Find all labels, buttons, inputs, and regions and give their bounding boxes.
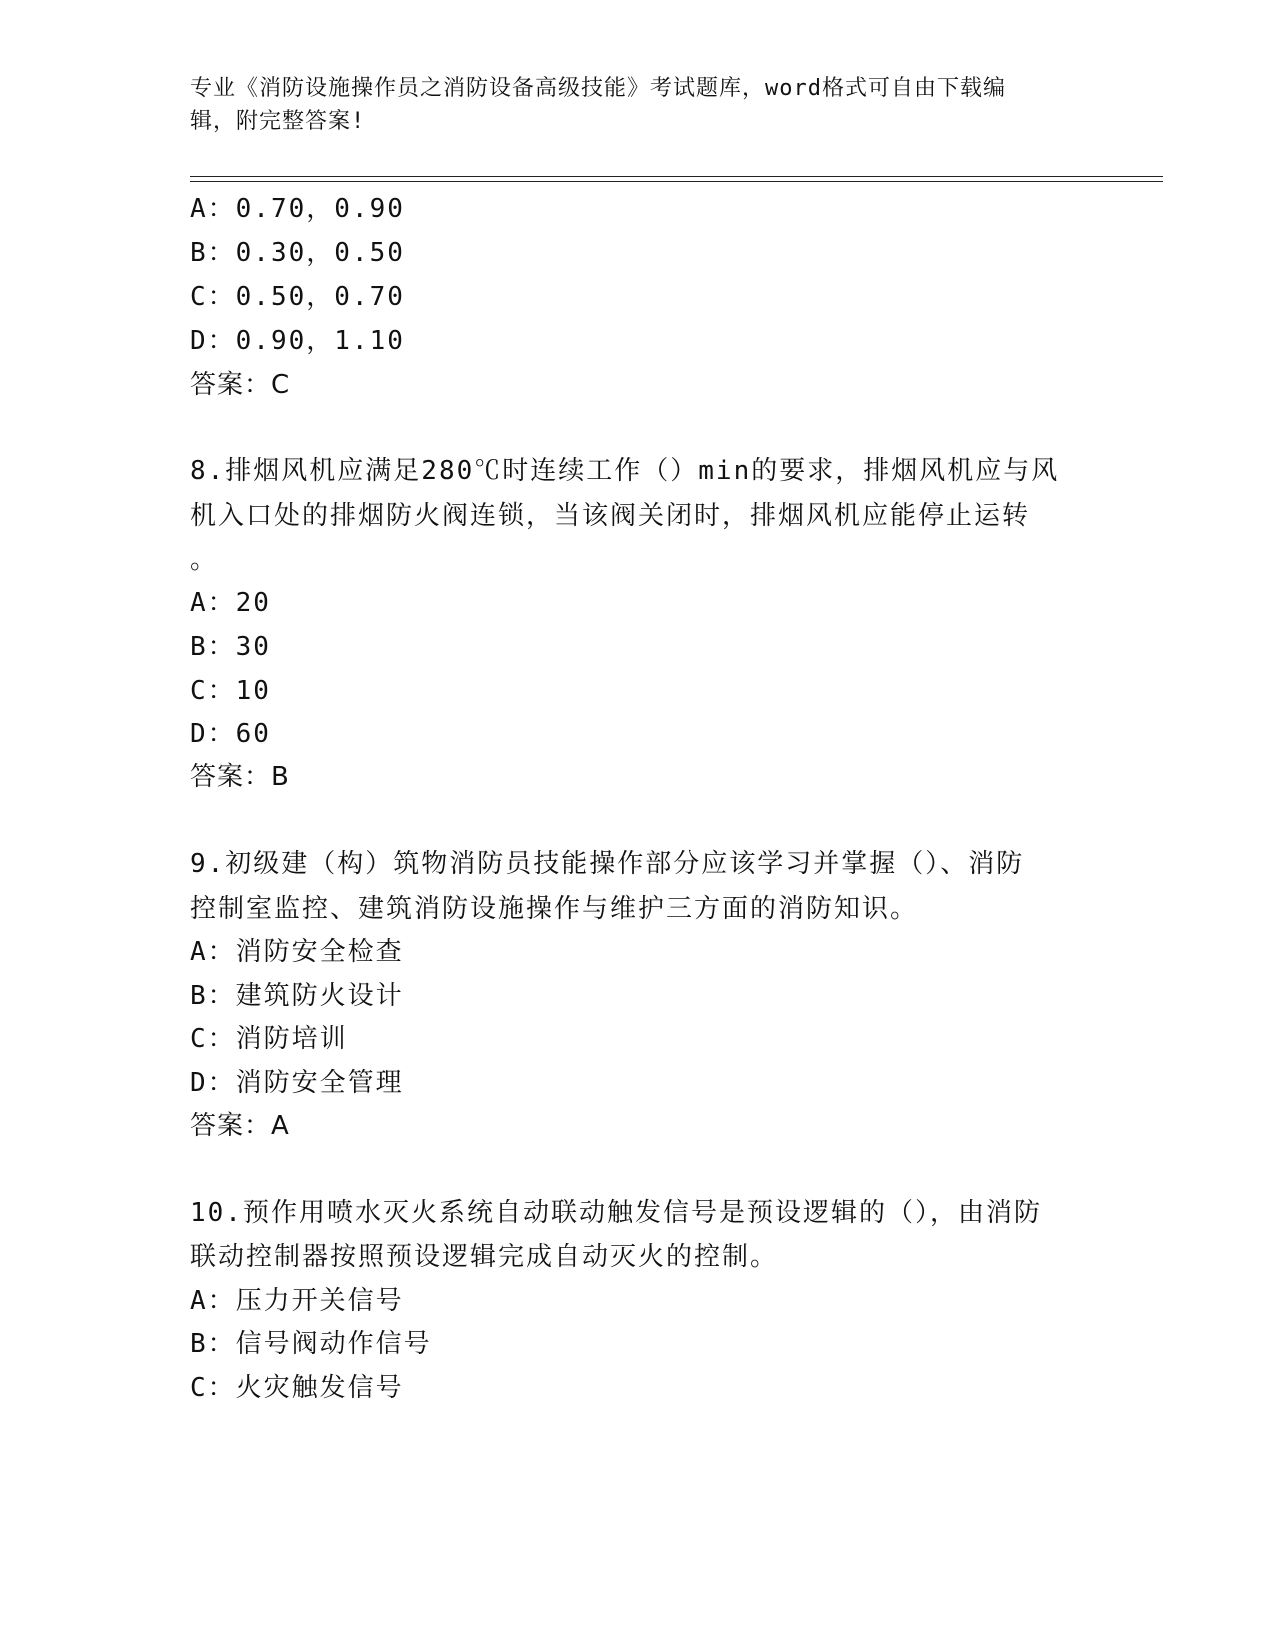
q7-option-d: D：0.90，1.10 — [190, 326, 405, 356]
q7-option-b: B：0.30，0.50 — [190, 238, 405, 268]
header-divider-top — [190, 176, 1163, 177]
q8-option-a: A：20 — [190, 588, 271, 618]
header-line-1: 专业《消防设施操作员之消防设备高级技能》考试题库，word格式可自由下载编 — [190, 76, 1006, 101]
document-header — [190, 72, 1090, 138]
q8-stem-line-2: 机入口处的排烟防火阀连锁，当该阀关闭时，排烟风机应能停止运转 — [190, 501, 1031, 531]
q9-option-c: C：消防培训 — [190, 1024, 348, 1054]
q10-stem-line-2: 联动控制器按照预设逻辑完成自动灭火的控制。 — [190, 1242, 779, 1272]
q8-answer: 答案：B — [190, 762, 290, 792]
q8-option-b: B：30 — [190, 632, 271, 662]
q8-stem-line-3: 。 — [190, 545, 219, 575]
q10-stem-line-1: 10.预作用喷水灭火系统自动联动触发信号是预设逻辑的（），由消防 — [190, 1198, 1042, 1228]
q8-option-c: C：10 — [190, 676, 271, 706]
q10-option-b: B：信号阀动作信号 — [190, 1329, 432, 1359]
q9-option-a: A：消防安全检查 — [190, 937, 404, 967]
q7-option-a: A：0.70，0.90 — [190, 194, 405, 224]
q9-option-d: D：消防安全管理 — [190, 1068, 404, 1098]
q7-answer: 答案：C — [190, 370, 291, 400]
header-divider-bottom — [190, 181, 1163, 182]
q8-option-d: D：60 — [190, 719, 271, 749]
q8-stem-line-1: 8.排烟风机应满足280℃时连续工作（）min的要求，排烟风机应与风 — [190, 456, 1060, 486]
q9-stem-line-1: 9.初级建（构）筑物消防员技能操作部分应该学习并掌握（）、消防 — [190, 849, 1025, 879]
q9-stem-line-2: 控制室监控、建筑消防设施操作与维护三方面的消防知识。 — [190, 894, 919, 924]
q10-option-a: A：压力开关信号 — [190, 1286, 404, 1316]
q7-option-c: C：0.50，0.70 — [190, 282, 405, 312]
header-line-2: 辑，附完整答案! — [190, 109, 366, 134]
q10-option-c: C：火灾触发信号 — [190, 1373, 404, 1403]
q9-option-b: B：建筑防火设计 — [190, 981, 404, 1011]
q9-answer: 答案：A — [190, 1111, 290, 1141]
